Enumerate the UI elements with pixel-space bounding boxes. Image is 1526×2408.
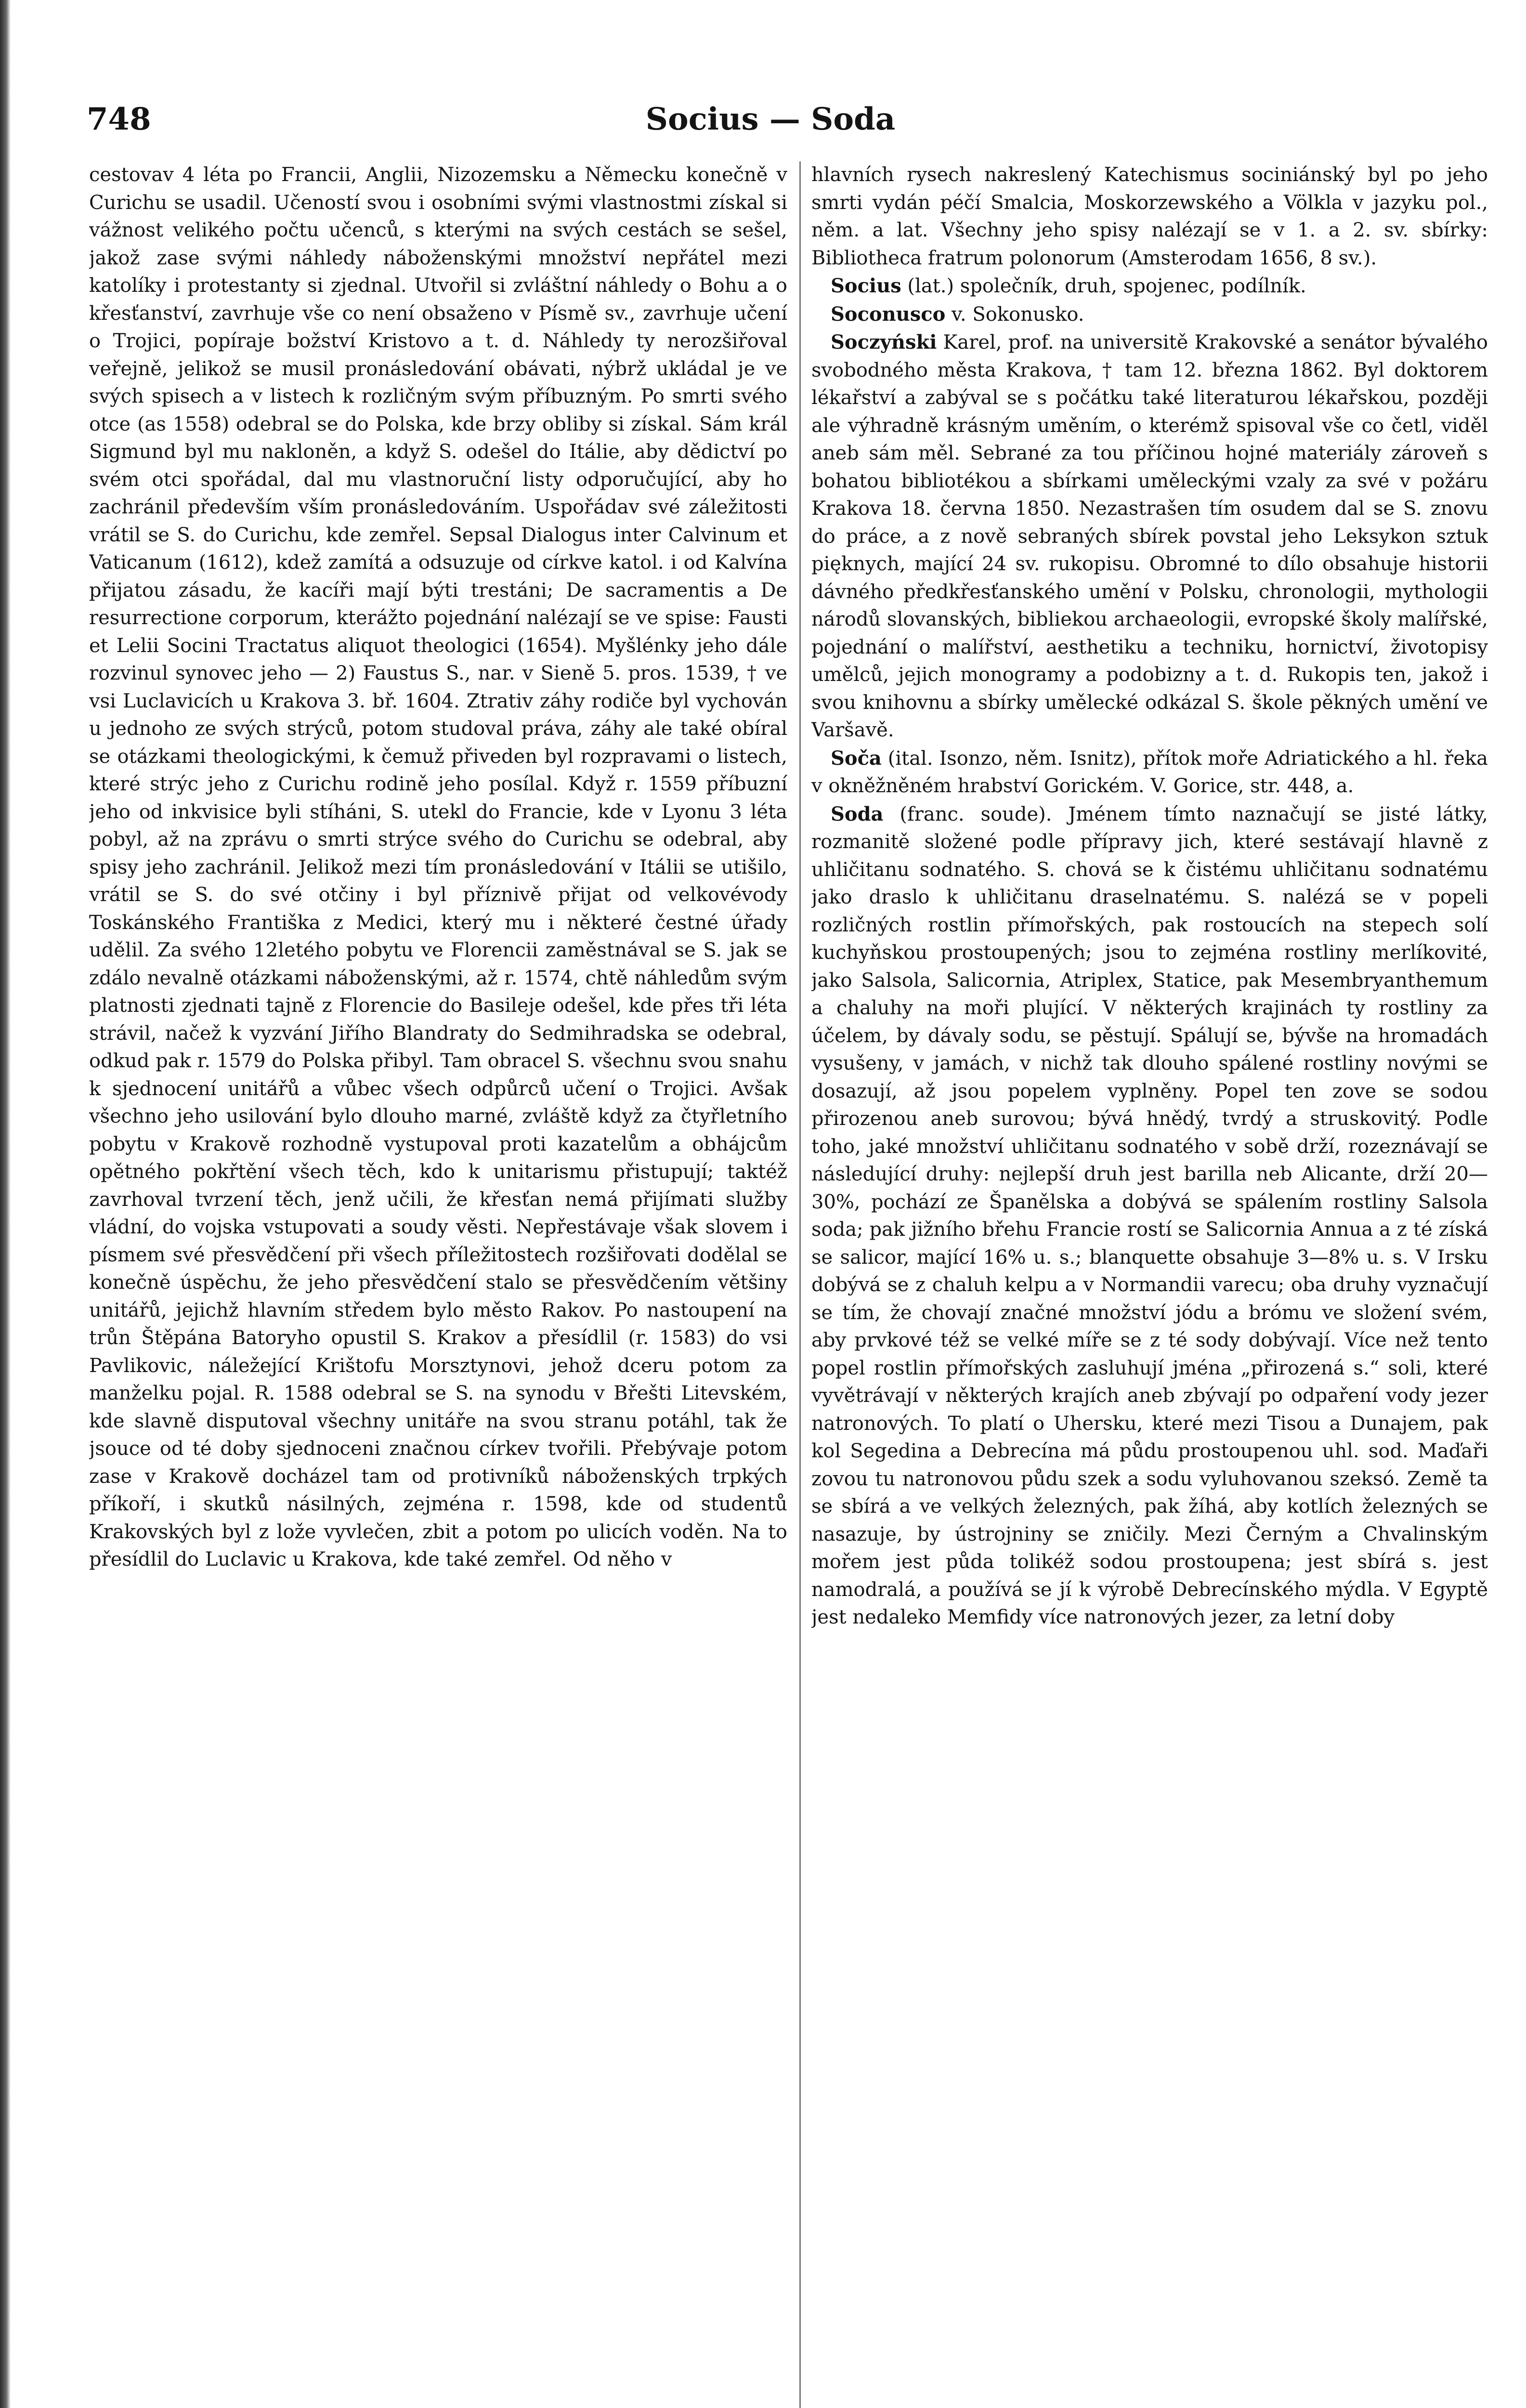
headword-socius: Socius [831, 275, 901, 297]
entry-continuation: hlavních rysech nakreslený Katechismus sociniánský byl po jeho smrti vydán péčí Smalcia, Moskorzewského a Völkla v jazyku pol., něm. a lat. Všechny jeho spisy nalézají se v 1. a 2. sv. sbírky: Bibliotheca fratrum polonorum (Amsterodam 1656, 8 sv.). [811, 164, 1488, 269]
headword-soda: Soda [831, 802, 884, 825]
entry-soconusco [811, 301, 1488, 329]
entry-soconusco-body: v. Sokonusko. [945, 303, 1084, 326]
running-head: Socius — Soda [645, 101, 896, 137]
left-column [89, 161, 787, 2408]
entry-soda [811, 800, 1488, 1632]
entry-socius-body: (lat.) společník, druh, spojenec, podílník. [901, 275, 1306, 297]
entry-soda-body: (franc. soude). Jménem tímto naznačují se jisté látky, rozmanitě složené podle přípravy jich, které sestávají hlavně z uhličitanu sodnatého. S. chová se k čistému uhličitanu sodnatému jako draslo k uhličitanu draselnatému. S. nalézá se v popeli rozličných rostlin přímořských, pak rostoucích na stepech solí kuchyňskou prostoupených; jsou to zejména rostliny merlíkovité, jako Salsola, Salicornia, Atriplex, Statice, pak Mesembryanthemum a chaluhy na moři plující. V některých krajinách ty rostliny za účelem, by dávaly sodu, se pěstují. Spálují se, bývše na hromadách vysušeny, v jamách, v nichž tak dlouho spálené rostliny novými se dosazují, až jsou popelem vyplněny. Popel ten zove se sodou přirozenou aneb surovou; bývá hnědý, tvrdý a struskovitý. Podle toho, jaké množství uhličitanu sodnatého v sobě drží, rozeznávají se následující druhy: nejlepší druh jest barilla neb Alicante, drží 20—30%, pochází ze Španělska a dobývá se spálením rostliny Salsola soda; pak jižního břehu Francie rostí se Salicornia Annua a z té získá se salicor, mající 16% u. s.; blanquette obsahuje 3—8% u. s. V Irsku dobývá se z chaluh kelpu a v Normandii varecu; oba druhy vyznačují se tím, že chovají značné množství jódu a brómu ve složení svém, aby prvkové též se velké míře se z té sody dobývají. Více než tento popel rostlin přímořských zasluhují jména „přirozená s.“ soli, které vyvětrávají v některých krajích aneb zbývají po odpaření vody jezer natronových. To platí o Uhersku, které mezi Tisou a Dunajem, pak kol Segedina a Debrecína má půdu prostoupenou uhl. sod. Maďaři zovou tu natronovou půdu szek a sodu vyluhovanou szeksó. Země ta se sbírá a ve velkých železných, pak žíhá, aby kotlích železných se nasazuje, by ústrojniny se zničily. Mezi Černým a Chvalinským mořem jest půda tolikéž sodou prostoupena; jest sbírá s. jest namodralá, a používá se jí k výrobě Debrecínského mýdla. V Egyptě jest nedaleko Memfidy více natronových jezer, za letní doby [811, 803, 1488, 1628]
entry-socius [811, 272, 1488, 301]
entry-soca-body: (ital. Isonzo, něm. Isnitz), přítok moře Adriatického a hl. řeka v okněžněném hrabství Gorickém. V. Gorice, str. 448, a. [811, 747, 1488, 797]
page-number: 748 [87, 101, 151, 137]
column-divider [799, 161, 801, 2408]
scan-edge [0, 0, 11, 2408]
entry-soca [811, 745, 1488, 800]
left-column-text: cestovav 4 léta po Francii, Anglii, Nizozemsku a Německu konečně v Curichu se usadil. Učeností svou i osobními svými vlastnostmi získal si vážnost velikého počtu učenců, s kterými na svých cestách se sešel, jakož zase svými náhledy náboženskými množství nepřátel mezi katolíky i protestanty si zjednal. Utvořil si zvláštní náhledy o Bohu a o křesťanství, zavrhuje vše co není obsaženo v Písmě sv., zavrhuje učení o Trojici, popíraje božství Kristovo a t. d. Náhledy ty nerozšiřoval veřejně, jelikož se musil pronásledování obávati, nýbrž ukládal je ve svých spisech a v listech k rozličným svým příbuzným. Po smrti svého otce (as 1558) odebral se do Polska, kde brzy obliby si získal. Sám král Sigmund byl mu nakloněn, a když S. odešel do Itálie, aby dědictví po svém otci spořádal, dal mu vlastnoruční listy odporučující, aby ho zachránil především vším pronásledováním. Uspořádav své záležitosti vrátil se S. do Curichu, kde zemřel. Sepsal Dialogus inter Calvinum et Vaticanum (1612), kdež zamítá a odsuzuje od církve katol. i od Kalvína přijatou zásadu, že kacíři mají býti trestáni; De sacramentis a De resurrectione corporum, kterážto pojednání nalézají se ve spise: Fausti et Lelii Socini Tractatus aliquot theologici (1654). Myšlénky jeho dále rozvinul synovec jeho — 2) Faustus S., nar. v Sieně 5. pros. 1539, † ve vsi Luclavicích u Krakova 3. bř. 1604. Ztrativ záhy rodiče byl vychován u jednoho ze svých strýců, potom studoval práva, záhy ale také obíral se otázkami theologickými, k čemuž přiveden byl rozpravami o listech, které strýc jeho z Curichu rodině jeho posílal. Když r. 1559 příbuzní jeho od inkvisice byli stíháni, S. utekl do Francie, kde v Lyonu 3 léta pobyl, až na zprávu o smrti strýce svého do Curichu se odebral, aby spisy jeho zachránil. Jelikož mezi tím pronásledování v Itálii se utišilo, vrátil se S. do své otčiny i byl příznivě přijat od velkovévody Toskánského Františka z Medici, který mu i některé čestné úřady udělil. Za svého 12letého pobytu ve Florencii zaměstnával se S. jak se zdálo nevalně otázkami náboženskými, až r. 1574, chtě náhledům svým platnosti zjednati tajně z Florencie do Basileje odešel, kde přes tři léta strávil, načež k vyzvání Jiřího Blandraty do Sedmihradska se odebral, odkud pak r. 1579 do Polska přibyl. Tam obracel S. všechnu svou snahu k sjednocení unitářů a vůbec všech odpůrců učení o Trojici. Avšak všechno jeho usilování bylo dlouho marné, zvláště když za čtyřletního pobytu v Krakově rozhodně vystupoval proti kazatelům a obhájcům opětného pokřtění všech těch, kdo k unitarismu přistupují; taktéž zavrhoval tvrzení těch, jenž učili, že křesťan nemá přijímati služby vládní, do vojska vstupovati a soudy věsti. Nepřestávaje však slovem i písmem své přesvědčení při všech příležitostech rozšiřovati dodělal se konečně úspěchu, že jeho přesvědčení stalo se přesvědčením většiny unitářů, jejichž hlavním středem bylo město Rakov. Po nastoupení na trůn Štěpána Batoryho opustil S. Krakov a přesídlil (r. 1583) do vsi Pavlikovic, náležející Krištofu Morsztynovi, jehož dceru potom za manželku pojal. R. 1588 odebral se S. na synodu v Břešti Litevském, kde slavně disputoval všechny unitáře na svou stranu potáhl, tak že jsouce od té doby sjednoceni značnou církev tvořili. Přebývaje potom zase v Krakově docházel tam od protivníků náboženských trpkých příkoří, i skutků násilných, zejména r. 1598, kde od studentů Krakovských byl z lože vyvlečen, zbit a potom po ulicích voděn. Na to přesídlil do Luclavic u Krakova, kde také zemřel. Od něho v [89, 164, 787, 1570]
entry-soczynski [811, 328, 1488, 745]
headword-soczynski: Soczyński [831, 331, 937, 353]
entry-soczynski-body: Karel, prof. na universitě Krakovské a senátor bývalého svobodného města Krakova, † tam 12. března 1862. Byl doktorem lékařství a zabýval se s počátku také literaturou lékařskou, později ale výhradně krásným uměním, o kterémž spisoval vše co četl, viděl aneb sám měl. Sebrané za tou příčinou hojné materiály zároveň s bohatou bibliotékou a sbírkami uměleckými vzaly za své v požáru Krakova 18. června 1850. Nezastrašen tím osudem dal se S. znovu do práce, a z nově sebraných sbírek povstal jeho Leksykon sztuk pięknych, mající 24 sv. rukopisu. Obromné to dílo obsahuje historii dávného předkřesťanského umění v Polsku, chronologii, mythologii národů slovanských, bibliekou archaeologii, evropské školy malířské, pojednání o malířství, aesthetiku a techniku, hornictví, životopisy umělců, jejich monogramy a podobizny a t. d. Rukopis ten, jakož i svou knihovnu a sbírky umělecké odkázal S. škole pěkných umění ve Varšavě. [811, 331, 1488, 741]
headword-soca: Soča [831, 746, 882, 770]
headword-soconusco: Soconusco [831, 302, 946, 326]
page-header [87, 101, 1454, 154]
right-column [811, 161, 1488, 2408]
